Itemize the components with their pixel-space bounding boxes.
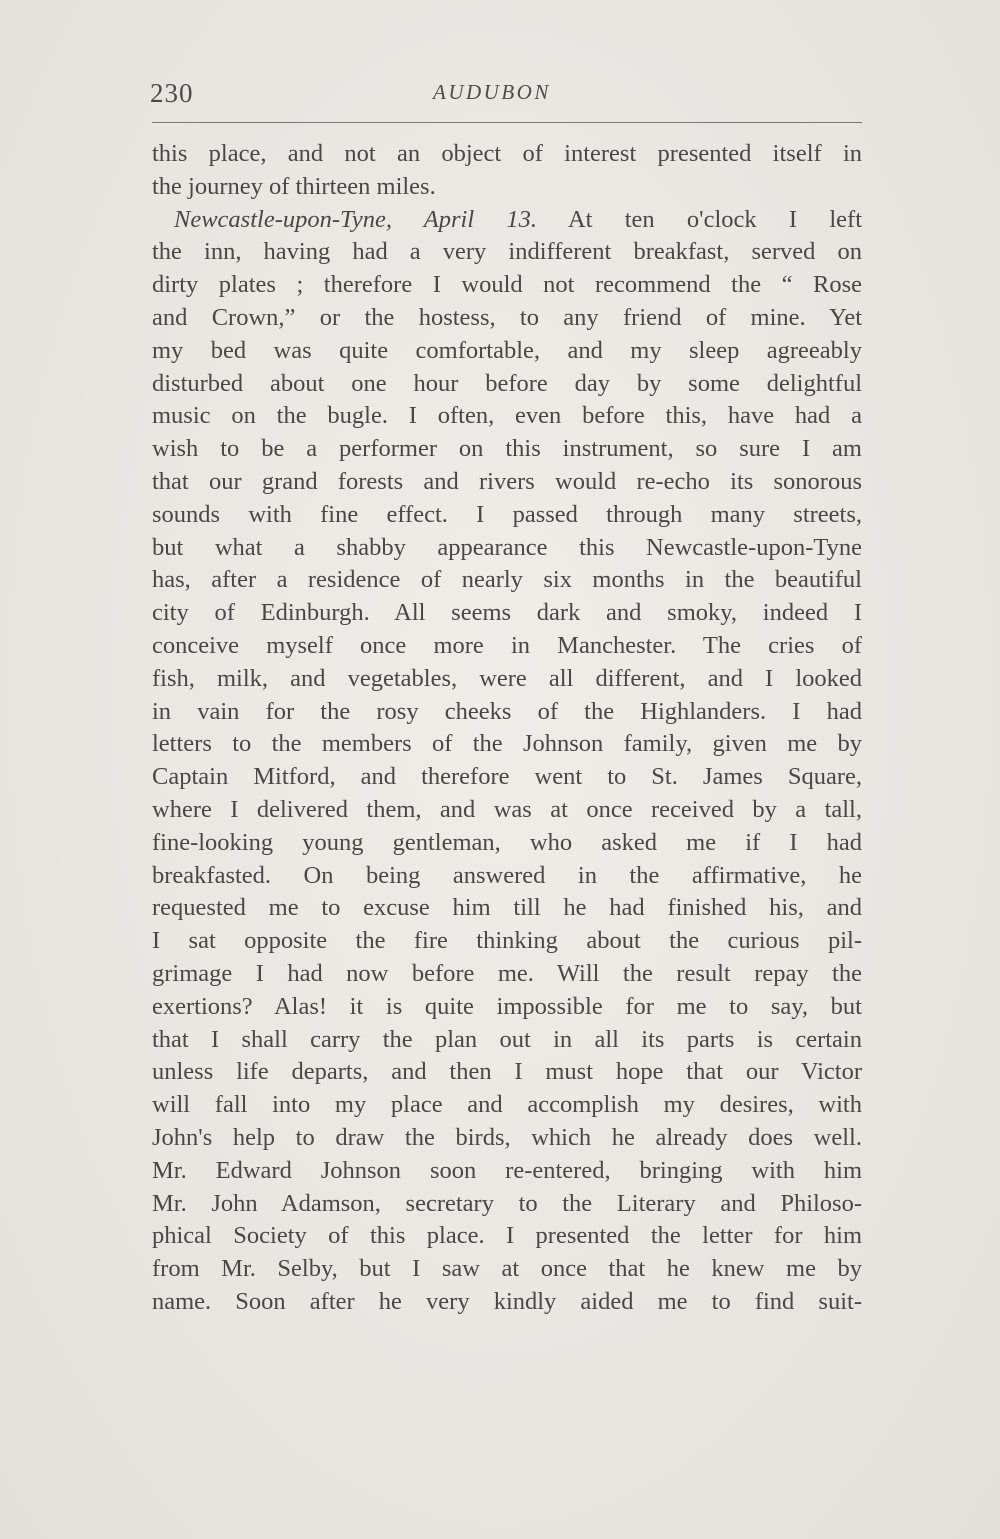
text-line: requested me to excuse him till he had finished his, and — [152, 894, 862, 922]
text-line: the inn, having had a very indifferent breakfast, served on — [152, 238, 862, 266]
text-line: has, after a residence of nearly six months in the beautiful — [152, 566, 862, 594]
text-line: Captain Mitford, and therefore went to St. James Square, — [152, 763, 862, 791]
header-rule — [152, 122, 862, 123]
text-line: and Crown,” or the hostess, to any friend of mine. Yet — [152, 303, 862, 331]
text-line: John's help to draw the birds, which he already does well. — [152, 1123, 862, 1151]
text-line: where I delivered them, and was at once received by a tall, — [152, 795, 862, 823]
text-line: dirty plates ; therefore I would not recommend the “ Rose — [152, 271, 862, 299]
text-line: city of Edinburgh. All seems dark and smoky, indeed I — [152, 599, 862, 627]
text-line: disturbed about one hour before day by some delightful — [152, 369, 862, 397]
text-line: name. Soon after he very kindly aided me to find suit- — [152, 1287, 862, 1315]
text-line: that our grand forests and rivers would re-echo its sonorous — [152, 467, 862, 495]
text-line: Mr. Edward Johnson soon re-entered, bringing with him — [152, 1156, 862, 1184]
text-line: fish, milk, and vegetables, were all different, and I looked — [152, 664, 862, 692]
text-line: from Mr. Selby, but I saw at once that he knew me by — [152, 1255, 862, 1283]
text-line: in vain for the rosy cheeks of the Highlanders. I had — [152, 697, 862, 725]
text-line: Mr. John Adamson, secretary to the Literary and Philoso- — [152, 1189, 862, 1217]
text-line: fine-looking young gentleman, who asked me if I had — [152, 828, 862, 856]
body-text — [152, 138, 862, 1319]
text-line: wish to be a performer on this instrument, so sure I am — [152, 435, 862, 463]
text-line: unless life departs, and then I must hope that our Victor — [152, 1058, 862, 1086]
page-number: 230 — [150, 78, 194, 108]
text-line: I sat opposite the fire thinking about the curious pil- — [152, 927, 862, 955]
text-line: my bed was quite comfortable, and my sleep agreeably — [152, 336, 862, 364]
text-line: sounds with fine effect. I passed through many streets, — [152, 500, 862, 528]
text-line: will fall into my place and accomplish my desires, with — [152, 1091, 862, 1119]
text-line: this place, and not an object of interest presented itself in — [152, 140, 862, 167]
text-line: breakfasted. On being answered in the affirmative, he — [152, 861, 862, 889]
text-line: music on the bugle. I often, even before this, have had a — [152, 402, 862, 430]
text-line: the journey of thirteen miles. — [152, 172, 436, 200]
text-line: phical Society of this place. I presented the letter for him — [152, 1222, 862, 1250]
text-line: exertions? Alas! it is quite impossible for me to say, but — [152, 992, 862, 1020]
text-line: letters to the members of the Johnson family, given me by — [152, 730, 862, 758]
text-line: conceive myself once more in Manchester. The cries of — [152, 631, 862, 659]
text-line: grimage I had now before me. Will the result repay the — [152, 959, 862, 987]
text-line: but what a shabby appearance this Newcastle-upon-Tyne — [152, 533, 862, 561]
text-line: that I shall carry the plan out in all its parts is certain — [152, 1025, 862, 1053]
text-line-fragment: At ten o'clock I left — [567, 205, 862, 233]
running-head: AUDUBON — [433, 80, 551, 104]
text-line — [152, 204, 862, 237]
dateline: Newcastle-upon-Tyne, April 13. — [174, 205, 538, 233]
